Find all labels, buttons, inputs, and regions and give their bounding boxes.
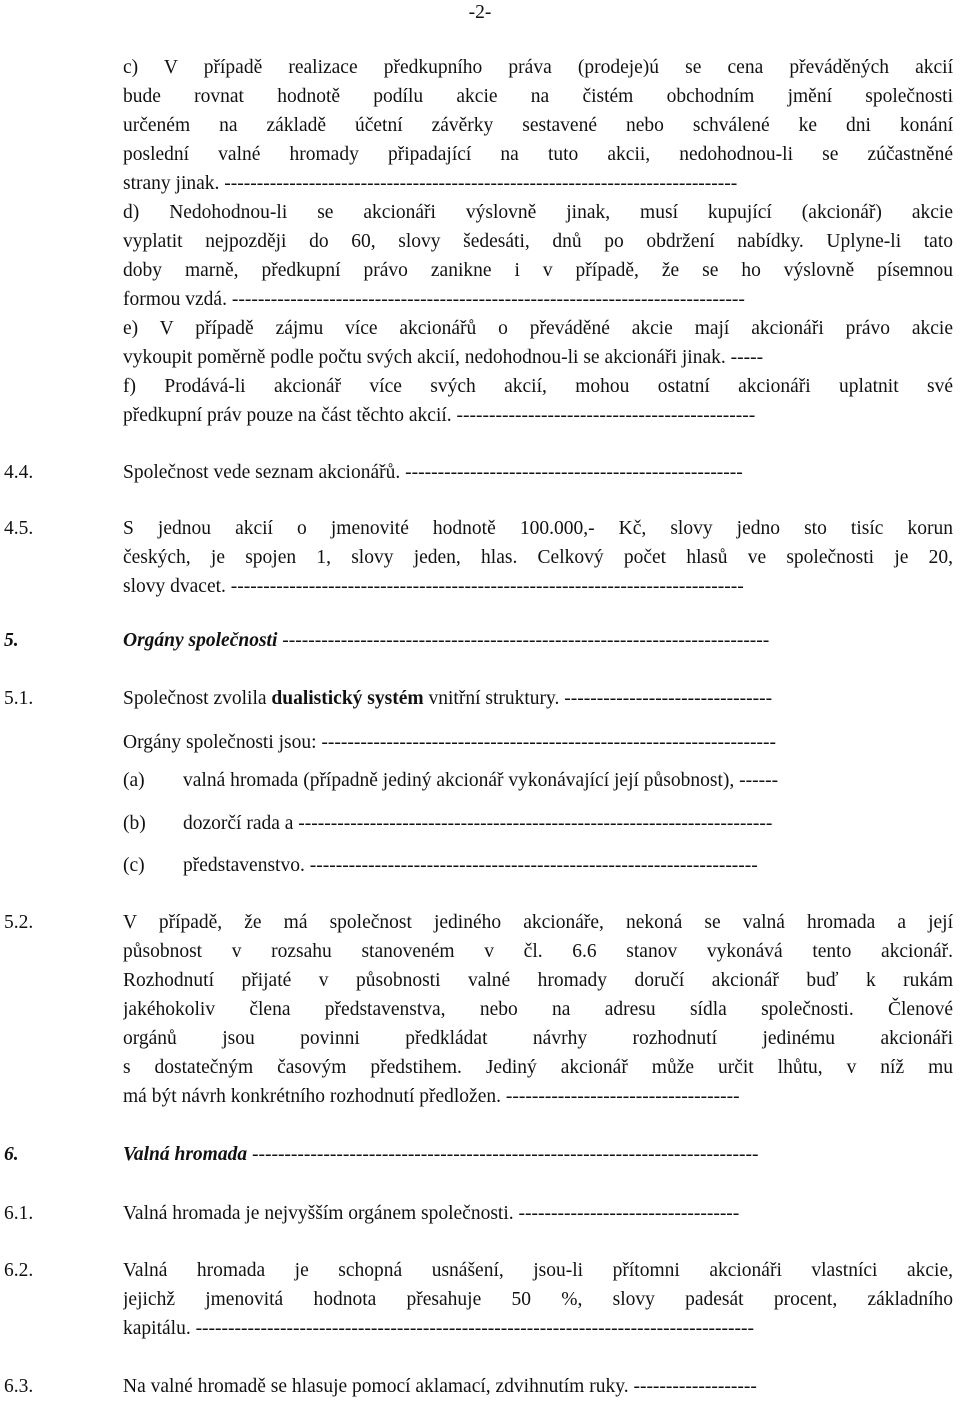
section-number: 5.1. <box>4 688 34 709</box>
para-d-line: vyplatit nejpozději do 60, slovy šedesáti, dnů po obdržení nabídky. Uplyne-li tato <box>123 231 953 252</box>
para-c-line: bude rovnat hodnotě podílu akcie na čistém obchodním jmění společnosti <box>123 86 953 107</box>
para-c-line: c) V případě realizace předkupního práva (prodeje)ú se cena převáděných akcií <box>123 57 953 78</box>
section-4-5-line: českých, je spojen 1, slovy jeden, hlas. Celkový počet hlasů ve společnosti je 20, <box>123 547 953 568</box>
para-d-line: d) Nedohodnou-li se akcionáři výslovně jinak, musí kupující (akcionář) akcie <box>123 202 953 223</box>
bold-term: dualistický systém <box>271 688 424 709</box>
organs-intro: Orgány společnosti jsou: ---------------------------------------------------------------------- <box>123 732 776 753</box>
section-6-1-text: Valná hromada je nejvyšším orgánem společnosti. ---------------------------------- <box>123 1203 740 1224</box>
para-d-line: formou vzdá. ------------------------------------------------------------------------------- <box>123 289 745 310</box>
section-4-5-line: S jednou akcií o jmenovité hodnotě 100.000,- Kč, slovy jedno sto tisíc korun <box>123 518 953 539</box>
section-5-2-line: V případě, že má společnost jediného akcionáře, nekoná se valná hromada a její <box>123 912 953 933</box>
organ-label: (b) <box>123 813 146 834</box>
text-segment: vnitřní struktury. -------------------------------- <box>423 688 773 709</box>
section-number: 6.1. <box>4 1203 34 1224</box>
organ-text: dozorčí rada a ------------------------------------------------------------------------- <box>183 813 773 834</box>
section-5-2-line: Rozhodnutí přijaté v působnosti valné hromady doručí akcionář buď k rukám <box>123 970 953 991</box>
para-c-line: poslední valné hromady připadající na tuto akcii, nedohodnou-li se zúčastněné <box>123 144 953 165</box>
section-4-4-text: Společnost vede seznam akcionářů. ---------------------------------------------------- <box>123 462 743 483</box>
section-5-2-line: má být návrh konkrétního rozhodnutí předložen. ------------------------------------ <box>123 1086 740 1107</box>
section-6-2-line: jejichž jmenovitá hodnota přesahuje 50 %, slovy padesát procent, základního <box>123 1289 953 1310</box>
section-5-2-line: působnost v rozsahu stanoveném v čl. 6.6 stanov vykonává tento akcionář. <box>123 941 953 962</box>
organ-text: valná hromada (případně jediný akcionář vykonávající její působnost), ------ <box>183 770 779 791</box>
section-6-2-line: kapitálu. -------------------------------------------------------------------------------------- <box>123 1318 755 1339</box>
organ-label: (c) <box>123 855 145 876</box>
heading-number: 5. <box>4 630 19 651</box>
heading-dashes: --------------------------------------------------------------------------- <box>277 630 770 651</box>
section-number: 4.4. <box>4 462 34 483</box>
section-5-2-line: orgánů jsou povinni předkládat návrhy rozhodnutí jedinému akcionáři <box>123 1028 953 1049</box>
section-6-2-line: Valná hromada je schopná usnášení, jsou-li přítomni akcionáři vlastníci akcie, <box>123 1260 953 1281</box>
section-number: 6.2. <box>4 1260 34 1281</box>
para-e-line: e) V případě zájmu více akcionářů o převáděné akcie mají akcionáři právo akcie <box>123 318 953 339</box>
para-c-line: strany jinak. ------------------------------------------------------------------------------- <box>123 173 738 194</box>
heading-dashes: ------------------------------------------------------------------------------ <box>247 1144 759 1165</box>
section-5-1-text <box>123 684 953 713</box>
section-number: 4.5. <box>4 518 34 539</box>
section-number: 5.2. <box>4 912 34 933</box>
para-e-line: vykoupit poměrně podle počtu svých akcií, nedohodnou-li se akcionáři jinak. ----- <box>123 347 764 368</box>
organ-label: (a) <box>123 770 145 791</box>
heading-number: 6. <box>4 1144 19 1165</box>
section-4-5-line: slovy dvacet. ------------------------------------------------------------------------------- <box>123 576 744 597</box>
para-f-line: f) Prodává-li akcionář více svých akcií, mohou ostatní akcionáři uplatnit své <box>123 376 953 397</box>
section-5-2-line: s dostatečným časovým předstihem. Jediný akcionář může určit lhůtu, v níž mu <box>123 1057 953 1078</box>
page-number: -2- <box>468 2 492 23</box>
section-number: 6.3. <box>4 1376 34 1397</box>
section-6-3-text: Na valné hromadě se hlasuje pomocí aklamací, zdvihnutím ruky. ------------------- <box>123 1376 757 1397</box>
heading-6 <box>123 1140 953 1169</box>
heading-title: Orgány společnosti <box>123 630 278 651</box>
para-f-line: předkupní práv pouze na část těchto akcií. ---------------------------------------------- <box>123 405 756 426</box>
section-5-2-line: jakéhokoliv člena představenstva, nebo na adresu sídla společnosti. Členové <box>123 999 953 1020</box>
para-c-line: určeném na základě účetní závěrky sestavené nebo schválené ke dni konání <box>123 115 953 136</box>
heading-5 <box>123 626 953 655</box>
para-d-line: doby marně, předkupní právo zanikne i v případě, že se ho výslovně písemnou <box>123 260 953 281</box>
text-segment: Společnost zvolila <box>123 688 272 709</box>
heading-title: Valná hromada <box>123 1144 248 1165</box>
organ-text: představenstvo. --------------------------------------------------------------------- <box>183 855 758 876</box>
